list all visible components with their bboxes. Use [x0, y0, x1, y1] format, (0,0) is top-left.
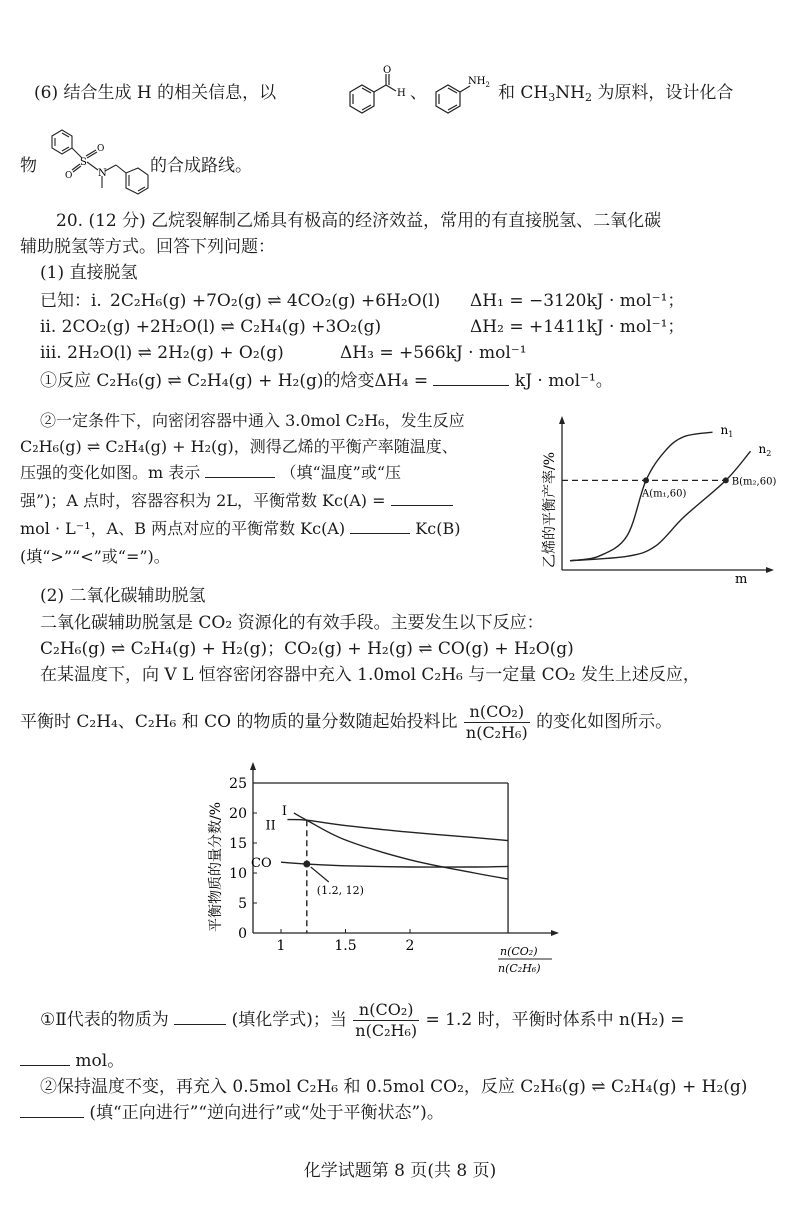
part2-line2: C₂H₆(g) ⇌ C₂H₄(g) + H₂(g)；CO₂(g) + H₂(g) ⇌ CO(g) + H₂O(g): [40, 639, 574, 659]
chart2-xtick-label: 1.5: [334, 938, 357, 954]
q2-2-line2: (填“正向进行”“逆向进行”或“处于平衡状态”)。: [20, 1102, 444, 1124]
answer-blank-substance[interactable]: [174, 1010, 226, 1025]
chart2-label-co: CO: [251, 856, 272, 872]
chart1-series-n2: [570, 451, 751, 561]
q1-2-line4: 强”)；A 点时，容器容积为 2L，平衡常数 Kc(A) =: [20, 490, 453, 512]
chart2-xtick-label: 1: [276, 938, 286, 954]
chart1-xlabel: m: [735, 572, 748, 583]
known-i: 2C₂H₆(g) +7O₂(g) ⇌ 4CO₂(g) +6H₂O(l): [110, 291, 441, 311]
chart2-annotation-label: (1.2, 12): [316, 884, 364, 897]
chart1-ylabel: 乙烯的平衡产率/%: [542, 451, 558, 568]
aniline-structure: [428, 64, 498, 124]
chart2-ytick-label: 5: [238, 896, 247, 912]
q1-2-line3: 压强的变化如图。m 表示 （填“温度”或“压: [20, 463, 401, 482]
q20-intro-1: 20. (12 分) 乙烷裂解制乙烯具有极高的经济效益，常用的有直接脱氢、二氧化碳: [56, 211, 662, 231]
q6-line2-prefix: 物: [20, 156, 37, 176]
chart2-annotation-point: [303, 861, 310, 868]
answer-blank-m[interactable]: [205, 463, 275, 478]
sulfur-label: S: [80, 157, 87, 168]
chart2-ytick-label: 10: [229, 866, 247, 882]
chart2-label-i: I: [281, 804, 288, 819]
known-label: 已知：i.: [40, 291, 102, 311]
known-i-dh: ΔH₁ = −3120kJ · mol⁻¹；: [470, 291, 685, 311]
q2-1-line2: mol。: [20, 1050, 124, 1072]
chart1-label-n1: $n_1$: [720, 423, 734, 440]
chart1-point-b: [723, 477, 729, 483]
chart2-x-arrow: [551, 930, 559, 936]
chart1-x-arrow: [766, 567, 774, 573]
chart2-y-arrow: [250, 762, 256, 770]
oxygen-label-1: O: [97, 144, 105, 154]
part2-line3: 在某温度下，向 V L 恒容密闭容器中充入 1.0mol C₂H₆ 与一定量 CO₂ 发生上述反应，: [40, 665, 700, 685]
chart2-ylabel: 平衡物质的量分数/%: [208, 801, 224, 932]
answer-blank-h2[interactable]: [20, 1051, 70, 1066]
known-iii: iii. 2H₂O(l) ⇌ 2H₂(g) + O₂(g): [40, 343, 284, 363]
q6-sep1: 、: [410, 83, 427, 103]
chart1-point-a-label: A(m₁,60): [642, 488, 687, 500]
chart2-series-ii: [287, 820, 508, 841]
q6-line1-rest: 和 $CH_3NH_2$ 为原料，设计化合: [498, 83, 734, 104]
chart1-point-a: [643, 477, 649, 483]
q2-2-line1: ②保持温度不变，再充入 0.5mol C₂H₆ 和 0.5mol CO₂，反应 C₂H₆(g) ⇌ C₂H₄(g) + H₂(g): [40, 1077, 748, 1097]
part2-line4: 平衡时 C₂H₄、C₂H₆ 和 CO 的物质的量分数随起始投料比 $\frac{\text{n(CO₂)}}{\text{n(C₂H₆)}}$ 的变化如图所示。: [20, 702, 673, 742]
ratio-fraction-q2: $\frac{\text{n(CO₂)}}{\text{n(C₂H₆)}}$: [355, 1000, 418, 1040]
chart1-label-n2: $n_2$: [758, 442, 772, 459]
chart-mole-fraction: [200, 762, 570, 982]
answer-blank-compare[interactable]: [350, 519, 410, 534]
known-ii-dh: ΔH₂ = +1411kJ · mol⁻¹；: [470, 317, 685, 337]
answer-blank-dh4[interactable]: [433, 371, 509, 386]
chart2-xtick-label: 2: [405, 938, 415, 954]
chart2-xlabel-num: n(CO₂): [500, 945, 538, 958]
known-iii-dh: ΔH₃ = +566kJ · mol⁻¹: [340, 343, 527, 363]
chart1-point-b-label: B(m₂,60): [731, 476, 777, 488]
q1-1: ①反应 C₂H₆(g) ⇌ C₂H₄(g) + H₂(g)的焓变ΔH₄ = kJ · mol⁻¹。: [40, 371, 613, 391]
chart1-y-arrow: [559, 416, 565, 424]
chart2-xlabel-den: n(C₂H₆): [498, 962, 541, 975]
q2-1-line1: ①Ⅱ代表的物质为 (填化学式)；当 $\frac{\text{n(CO₂)}}{\text{n(C₂H₆)}}$ = 1.2 时，平衡时体系中 n(H₂) =: [40, 1000, 685, 1040]
q1-2-line1: ②一定条件下，向密闭容器中通入 3.0mol C₂H₆，发生反应: [40, 411, 465, 430]
chart2-ytick-label: 20: [229, 806, 247, 822]
chart2-ytick-label: 0: [238, 926, 247, 942]
q1-2-line5: mol · L⁻¹，A、B 两点对应的平衡常数 Kc(A) Kc(B): [20, 519, 461, 538]
aniline-nh2-label: $NH_2$: [468, 76, 490, 89]
oxygen-label-2: O: [65, 171, 73, 181]
q6-prefix: (6) 结合生成 H 的相关信息，以: [34, 83, 277, 103]
target-sulfonamide-structure: [42, 128, 162, 198]
q6-line1: [34, 82, 276, 104]
benzaldehyde-structure: [340, 64, 410, 124]
aldehyde-o-label: O: [383, 65, 392, 76]
page-footer: 化学试题第 8 页(共 8 页): [303, 1161, 497, 1181]
answer-blank-direction[interactable]: [20, 1103, 84, 1118]
q20-intro-2: 辅助脱氢等方式。回答下列问题：: [20, 237, 275, 257]
chart2-ytick-label: 15: [229, 836, 247, 852]
chart2-label-ii: II: [265, 818, 276, 834]
q1-2-line6: (填“>”“<”或“=”)。: [20, 547, 170, 566]
q6-line2-suffix: 的合成路线。: [150, 156, 252, 176]
part1-title: (1) 直接脱氢: [40, 263, 138, 283]
part2-title: (2) 二氧化碳辅助脱氢: [40, 586, 206, 606]
known-ii: ii. 2CO₂(g) +2H₂O(l) ⇌ C₂H₄(g) +3O₂(g): [40, 317, 382, 337]
part2-line1: 二氧化碳辅助脱氢是 CO₂ 资源化的有效手段。主要发生以下反应：: [40, 613, 544, 633]
aldehyde-h-label: H: [397, 88, 406, 99]
chart-ethylene-yield: [540, 408, 795, 583]
answer-blank-kc[interactable]: [391, 491, 453, 506]
chart2-ytick-label: 25: [229, 776, 247, 792]
chart2-series-co: [281, 862, 508, 867]
chart2-annotation-arrow: [311, 867, 329, 882]
nitrogen-label: N: [98, 168, 107, 179]
feed-ratio-fraction: $\frac{\text{n(CO₂)}}{\text{n(C₂H₆)}}$: [465, 702, 528, 742]
q1-2-line2: C₂H₆(g) ⇌ C₂H₄(g) + H₂(g)，测得乙烯的平衡产率随温度、: [20, 437, 458, 456]
